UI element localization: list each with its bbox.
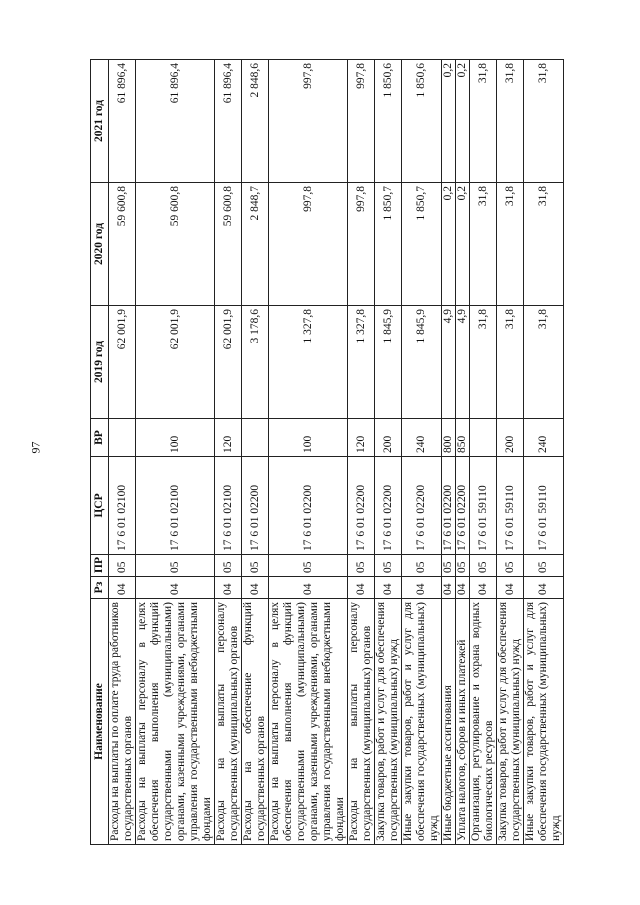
cell-2020: 31,8 bbox=[497, 183, 524, 306]
page-number: 97 bbox=[28, 441, 43, 454]
cell-pr: 05 bbox=[497, 555, 524, 577]
cell-vr: 100 bbox=[269, 419, 348, 457]
table-row bbox=[109, 60, 136, 845]
cell-name: Расходы на выплаты персоналу государственных (муниципальных) органов bbox=[348, 599, 375, 845]
cell-2019: 1 845,9 bbox=[375, 306, 402, 419]
cell-2021: 61 896,4 bbox=[109, 60, 136, 183]
cell-csr: 17 6 01 02200 bbox=[348, 457, 375, 555]
cell-vr bbox=[109, 419, 136, 457]
header-2019: 2019 год bbox=[91, 306, 109, 419]
header-rz: Рз bbox=[91, 577, 109, 599]
table-row bbox=[456, 60, 470, 845]
cell-vr: 240 bbox=[402, 419, 442, 457]
cell-2019: 31,8 bbox=[497, 306, 524, 419]
cell-vr: 200 bbox=[375, 419, 402, 457]
cell-rz: 04 bbox=[375, 577, 402, 599]
cell-2021: 31,8 bbox=[524, 60, 564, 183]
cell-2021: 997,8 bbox=[348, 60, 375, 183]
cell-2019: 1 327,8 bbox=[269, 306, 348, 419]
table-row bbox=[269, 60, 348, 845]
cell-csr: 17 6 01 59110 bbox=[497, 457, 524, 555]
table-row bbox=[348, 60, 375, 845]
cell-2020: 0,2 bbox=[456, 183, 470, 306]
cell-2019: 62 001,9 bbox=[109, 306, 136, 419]
cell-name: Закупка товаров, работ и услуг для обеспечения государственных (муниципальных) нужд bbox=[497, 599, 524, 845]
header-name: Наименование bbox=[91, 599, 109, 845]
header-csr: ЦСР bbox=[91, 457, 109, 555]
cell-pr: 05 bbox=[242, 555, 269, 577]
cell-2021: 1 850,6 bbox=[402, 60, 442, 183]
cell-pr: 05 bbox=[215, 555, 242, 577]
cell-csr: 17 6 01 02200 bbox=[375, 457, 402, 555]
cell-name: Расходы на выплаты персоналу государственных (муниципальных) органов bbox=[215, 599, 242, 845]
table-row bbox=[215, 60, 242, 845]
cell-pr: 05 bbox=[442, 555, 456, 577]
cell-rz: 04 bbox=[109, 577, 136, 599]
cell-pr: 05 bbox=[524, 555, 564, 577]
table-row bbox=[136, 60, 215, 845]
cell-pr: 05 bbox=[109, 555, 136, 577]
cell-rz: 04 bbox=[136, 577, 215, 599]
cell-2021: 1 850,6 bbox=[375, 60, 402, 183]
cell-pr: 05 bbox=[470, 555, 497, 577]
table-row bbox=[497, 60, 524, 845]
cell-vr: 800 bbox=[442, 419, 456, 457]
cell-rz: 04 bbox=[497, 577, 524, 599]
cell-name: Расходы на выплаты по оплате труда работников государственных органов bbox=[109, 599, 136, 845]
cell-2020: 59 600,8 bbox=[109, 183, 136, 306]
budget-table bbox=[90, 59, 564, 845]
cell-pr: 05 bbox=[136, 555, 215, 577]
cell-2019: 3 178,6 bbox=[242, 306, 269, 419]
cell-2020: 59 600,8 bbox=[215, 183, 242, 306]
table-row bbox=[375, 60, 402, 845]
cell-csr: 17 6 01 02100 bbox=[109, 457, 136, 555]
cell-2021: 0,2 bbox=[442, 60, 456, 183]
rotated-table-container bbox=[90, 60, 562, 845]
cell-pr: 05 bbox=[456, 555, 470, 577]
cell-2019: 31,8 bbox=[524, 306, 564, 419]
cell-rz: 04 bbox=[242, 577, 269, 599]
cell-csr: 17 6 01 02200 bbox=[442, 457, 456, 555]
cell-2021: 0,2 bbox=[456, 60, 470, 183]
cell-2019: 62 001,9 bbox=[215, 306, 242, 419]
cell-pr: 05 bbox=[348, 555, 375, 577]
cell-rz: 04 bbox=[524, 577, 564, 599]
cell-2021: 2 848,6 bbox=[242, 60, 269, 183]
cell-2019: 1 845,9 bbox=[402, 306, 442, 419]
table-row bbox=[442, 60, 456, 845]
cell-name: Иные бюджетные ассигнования bbox=[442, 599, 456, 845]
cell-2020: 31,8 bbox=[524, 183, 564, 306]
cell-csr: 17 6 01 59110 bbox=[470, 457, 497, 555]
cell-pr: 05 bbox=[402, 555, 442, 577]
cell-rz: 04 bbox=[402, 577, 442, 599]
cell-name: Иные закупки товаров, работ и услуг для обеспечения государственных (муниципальных) нужд bbox=[402, 599, 442, 845]
table-header-row bbox=[91, 60, 109, 845]
cell-2020: 31,8 bbox=[470, 183, 497, 306]
cell-rz: 04 bbox=[456, 577, 470, 599]
cell-2020: 1 850,7 bbox=[375, 183, 402, 306]
header-2021: 2021 год bbox=[91, 60, 109, 183]
table-row bbox=[242, 60, 269, 845]
cell-2020: 1 850,7 bbox=[402, 183, 442, 306]
header-2020: 2020 год bbox=[91, 183, 109, 306]
cell-name: Расходы на выплаты персоналу в целях обеспечения выполнения функций государственными (муниципальными) органами, казенными учреждениями, органами управления государственными внебюджетными фондами bbox=[136, 599, 215, 845]
cell-csr: 17 6 01 02200 bbox=[402, 457, 442, 555]
cell-2019: 62 001,9 bbox=[136, 306, 215, 419]
cell-vr: 240 bbox=[524, 419, 564, 457]
cell-name: Расходы на выплаты персоналу в целях обеспечения выполнения функций государственными (муниципальными) органами, казенными учреждениями, органами управления государственными внебюджетными фондами bbox=[269, 599, 348, 845]
cell-2021: 61 896,4 bbox=[215, 60, 242, 183]
table-row bbox=[470, 60, 497, 845]
cell-vr: 120 bbox=[215, 419, 242, 457]
cell-2020: 997,8 bbox=[269, 183, 348, 306]
cell-rz: 04 bbox=[215, 577, 242, 599]
cell-name: Иные закупки товаров, работ и услуг для обеспечения государственных (муниципальных) нужд bbox=[524, 599, 564, 845]
cell-name: Расходы на обеспечение функций государственных органов bbox=[242, 599, 269, 845]
cell-rz: 04 bbox=[348, 577, 375, 599]
cell-2021: 31,8 bbox=[497, 60, 524, 183]
cell-2021: 31,8 bbox=[470, 60, 497, 183]
cell-rz: 04 bbox=[269, 577, 348, 599]
cell-2020: 997,8 bbox=[348, 183, 375, 306]
cell-rz: 04 bbox=[470, 577, 497, 599]
cell-2021: 997,8 bbox=[269, 60, 348, 183]
cell-csr: 17 6 01 02100 bbox=[215, 457, 242, 555]
cell-vr bbox=[242, 419, 269, 457]
cell-2019: 31,8 bbox=[470, 306, 497, 419]
cell-2019: 4,9 bbox=[442, 306, 456, 419]
cell-csr: 17 6 01 59110 bbox=[524, 457, 564, 555]
cell-name: Закупка товаров, работ и услуг для обеспечения государственных (муниципальных) нужд bbox=[375, 599, 402, 845]
cell-2020: 59 600,8 bbox=[136, 183, 215, 306]
table-row bbox=[524, 60, 564, 845]
cell-rz: 04 bbox=[442, 577, 456, 599]
header-vr: ВР bbox=[91, 419, 109, 457]
cell-vr: 850 bbox=[456, 419, 470, 457]
header-pr: ПР bbox=[91, 555, 109, 577]
table-row bbox=[402, 60, 442, 845]
cell-2020: 0,2 bbox=[442, 183, 456, 306]
cell-pr: 05 bbox=[269, 555, 348, 577]
cell-name: Организация, регулирование и охрана водных биологических ресурсов bbox=[470, 599, 497, 845]
cell-2019: 1 327,8 bbox=[348, 306, 375, 419]
cell-name: Уплата налогов, сборов и иных платежей bbox=[456, 599, 470, 845]
cell-csr: 17 6 01 02200 bbox=[242, 457, 269, 555]
cell-vr bbox=[470, 419, 497, 457]
cell-2019: 4,9 bbox=[456, 306, 470, 419]
cell-2021: 61 896,4 bbox=[136, 60, 215, 183]
cell-csr: 17 6 01 02200 bbox=[269, 457, 348, 555]
cell-csr: 17 6 01 02200 bbox=[456, 457, 470, 555]
cell-vr: 120 bbox=[348, 419, 375, 457]
cell-pr: 05 bbox=[375, 555, 402, 577]
cell-vr: 100 bbox=[136, 419, 215, 457]
cell-csr: 17 6 01 02100 bbox=[136, 457, 215, 555]
cell-2020: 2 848,7 bbox=[242, 183, 269, 306]
cell-vr: 200 bbox=[497, 419, 524, 457]
